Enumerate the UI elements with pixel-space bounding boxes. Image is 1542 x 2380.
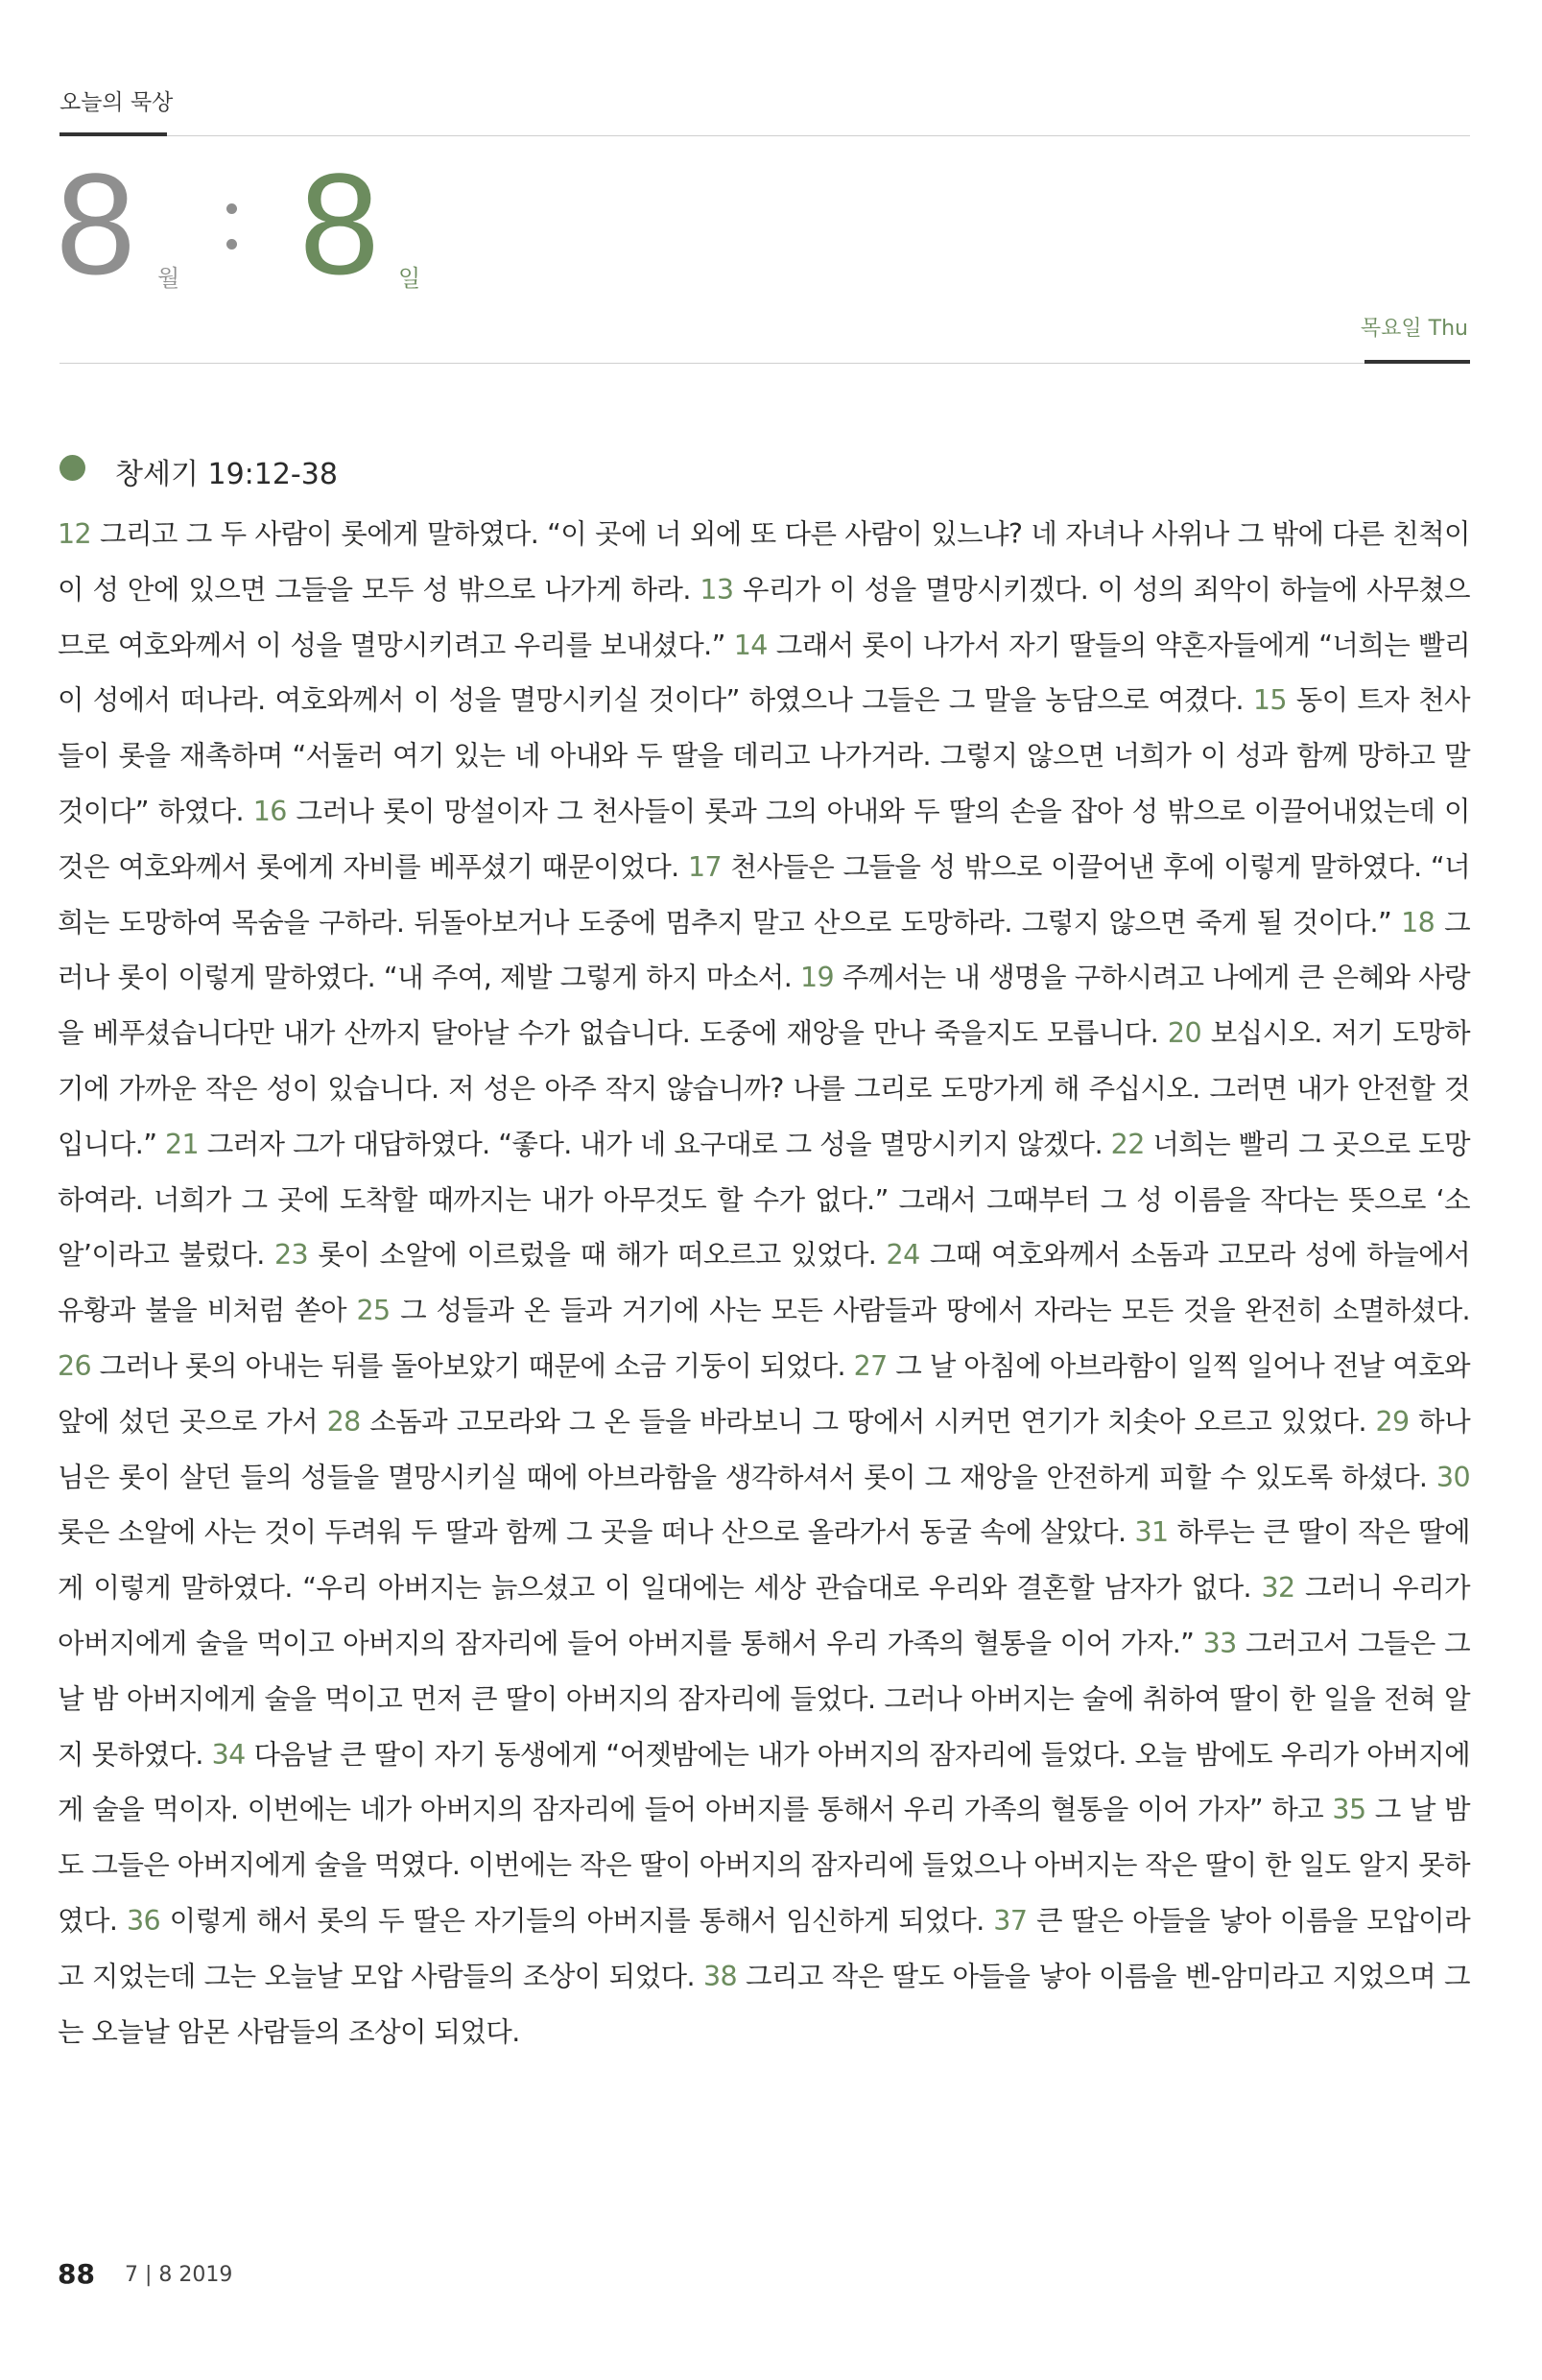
verse-number: 13 xyxy=(700,573,734,606)
verse-number: 32 xyxy=(1261,1572,1295,1605)
day-unit: 일 xyxy=(398,265,421,292)
verse-number: 18 xyxy=(1401,906,1435,939)
verse-number: 20 xyxy=(1167,1017,1201,1050)
verse-text: 그러나 롯의 아내는 뒤를 돌아보았기 때문에 소금 기둥이 되었다. xyxy=(99,1349,846,1382)
middle-rule xyxy=(59,363,1470,364)
verse-text: 그리고 그 두 사람이 롯에게 말하였다. “이 곳에 너 외에 또 다른 사람이 있느냐? 네 자녀나 사위나 그 밖에 다른 친척이 이 성 안에 있으면 그들을 모두 성 밖으로 나가게 하라. xyxy=(58,518,1470,606)
verse-number: 17 xyxy=(687,850,723,883)
verse-text: 큰 딸은 아들을 낳아 이름을 모압이라고 지었는데 그는 오늘날 모압 사람들의 조상이 되었다. xyxy=(58,1904,1471,1992)
verse-text: 너희는 빨리 그 곳으로 도망하여라. 너희가 그 곳에 도착할 때까지는 내가 아무것도 할 수가 없다.” 그래서 그때부터 그 성 이름을 작다는 뜻으로 ‘소알’이라고 불렀다. xyxy=(58,1128,1470,1272)
section-label: 오늘의 묵상 xyxy=(59,90,174,115)
date-colon xyxy=(226,203,237,274)
weekday-label: 목요일 Thu xyxy=(1360,317,1468,341)
verse-number: 30 xyxy=(1435,1461,1470,1493)
day-number: 8 xyxy=(299,143,380,304)
verse-text: 이렇게 해서 롯의 두 딸은 자기들의 아버지를 통해서 임신하게 되었다. xyxy=(169,1904,985,1937)
verse-text: 그래서 롯이 나가서 자기 딸들의 약혼자들에게 “너희는 빨리 이 성에서 떠나라. 여호와께서 이 성을 멸망시키실 것이다” 하였으나 그들은 그 말을 농담으로 여겼다. xyxy=(58,629,1471,717)
top-rule-accent xyxy=(59,132,167,136)
verse-number: 16 xyxy=(252,795,287,827)
verse-number: 14 xyxy=(733,629,768,661)
verse-text: 소돔과 고모라와 그 온 들을 바라보니 그 땅에서 시커먼 연기가 치솟아 오르고 있었다. xyxy=(369,1405,1366,1438)
verse-text: 롯이 소알에 이르렀을 때 해가 떠오르고 있었다. xyxy=(318,1239,877,1272)
page-number: 88 xyxy=(58,2258,95,2290)
verse-text: 그 날 아침에 아브라함이 일찍 일어나 전날 여호와 앞에 섰던 곳으로 가서 xyxy=(58,1349,1470,1438)
verse-text: 다음날 큰 딸이 자기 동생에게 “어젯밤에는 내가 아버지의 잠자리에 들었다. 오늘 밤에도 우리가 아버지에게 술을 먹이자. 이번에는 네가 아버지의 잠자리에 들어 아버지를 통해서 우리 가족의 혈통을 이어 가자” 하고 xyxy=(58,1738,1471,1826)
verse-number: 25 xyxy=(356,1295,391,1327)
verse-number: 33 xyxy=(1202,1627,1237,1659)
verse-number: 23 xyxy=(274,1239,309,1272)
verse-text: 하루는 큰 딸이 작은 딸에게 이렇게 말하였다. “우리 아버지는 늙으셨고 이 일대에는 세상 관습대로 우리와 결혼할 남자가 없다. xyxy=(58,1516,1470,1605)
verse-number: 37 xyxy=(993,1904,1028,1937)
verse-number: 22 xyxy=(1110,1128,1145,1160)
verse-number: 15 xyxy=(1252,684,1287,717)
verse-text: 그 날 밤도 그들은 아버지에게 술을 먹였다. 이번에는 작은 딸이 아버지의 잠자리에 들었으나 아버지는 작은 딸이 한 일도 알지 못하였다. xyxy=(58,1794,1470,1937)
verse-number: 27 xyxy=(853,1349,888,1382)
verse-text: 보십시오. 저기 도망하기에 가까운 작은 성이 있습니다. 저 성은 아주 작지 않습니까? 나를 그리로 도망가게 해 주십시오. 그러면 내가 안전할 것입니다.” xyxy=(58,1017,1470,1160)
verse-text: 그리고 작은 딸도 아들을 낳아 이름을 벤-암미라고 지었으며 그는 오늘날 암몬 사람들의 조상이 되었다. xyxy=(58,1960,1470,2048)
passage-bullet xyxy=(59,455,85,481)
issue-date: 7 | 8 2019 xyxy=(125,2263,233,2287)
verse-text: 그러니 우리가 아버지에게 술을 먹이고 아버지의 잠자리에 들어 아버지를 통해서 우리 가족의 혈통을 이어 가자.” xyxy=(58,1572,1470,1659)
verse-number: 31 xyxy=(1134,1516,1169,1549)
verse-number: 36 xyxy=(126,1904,161,1937)
verse-number: 21 xyxy=(165,1128,200,1160)
verse-number: 29 xyxy=(1375,1405,1410,1438)
verse-text: 동이 트자 천사들이 롯을 재촉하며 “서둘러 여기 있는 네 아내와 두 딸을 데리고 나가거라. 그렇지 않으면 너희가 이 성과 함께 망하고 말 것이다” 하였다. xyxy=(58,684,1470,827)
verse-number: 35 xyxy=(1332,1794,1366,1826)
verse-text: 그러자 그가 대답하였다. “좋다. 내가 네 요구대로 그 성을 멸망시키지 않겠다. xyxy=(206,1128,1103,1160)
verse-text: 그러나 롯이 망설이자 그 천사들이 롯과 그의 아내와 두 딸의 손을 잡아 성 밖으로 이끌어내었는데 이것은 여호와께서 롯에게 자비를 베푸셨기 때문이었다. xyxy=(58,795,1470,883)
top-rule xyxy=(59,135,1470,136)
verse-text: 그때 여호와께서 소돔과 고모라 성에 하늘에서 유황과 불을 비처럼 쏟아 xyxy=(58,1239,1471,1327)
scripture-text xyxy=(58,507,1470,2059)
passage-reference: 창세기 19:12-38 xyxy=(115,458,338,491)
verse-text: 하나님은 롯이 살던 들의 성들을 멸망시키실 때에 아브라함을 생각하셔서 롯이 그 재앙을 안전하게 피할 수 있도록 하셨다. xyxy=(58,1405,1471,1493)
verse-number: 24 xyxy=(886,1239,920,1272)
verse-number: 19 xyxy=(799,962,835,994)
verse-number: 26 xyxy=(58,1349,92,1382)
verse-text: 우리가 이 성을 멸망시키겠다. 이 성의 죄악이 하늘에 사무쳤으므로 여호와께서 이 성을 멸망시키려고 우리를 보내셨다.” xyxy=(58,573,1470,661)
month-unit: 월 xyxy=(157,265,180,292)
verse-text: 주께서는 내 생명을 구하시려고 나에게 큰 은혜와 사랑을 베푸셨습니다만 내가 산까지 달아날 수가 없습니다. 도중에 재앙을 만나 죽을지도 모릅니다. xyxy=(58,962,1470,1050)
verse-text: 그러나 롯이 이렇게 말하였다. “내 주여, 제발 그렇게 하지 마소서. xyxy=(58,906,1471,994)
verse-number: 28 xyxy=(326,1405,361,1438)
verse-number: 12 xyxy=(58,518,92,550)
verse-text: 그 성들과 온 들과 거기에 사는 모든 사람들과 땅에서 자라는 모든 것을 완전히 소멸하셨다. xyxy=(400,1295,1471,1327)
verse-text: 롯은 소알에 사는 것이 두려워 두 딸과 함께 그 곳을 떠나 산으로 올라가서 동굴 속에 살았다. xyxy=(58,1516,1127,1549)
month-number: 8 xyxy=(56,143,136,304)
verse-text: 천사들은 그들을 성 밖으로 이끌어낸 후에 이렇게 말하였다. “너희는 도망하여 목숨을 구하라. 뒤돌아보거나 도중에 멈추지 말고 산으로 도망하라. 그렇지 않으면 죽게 될 것이다.” xyxy=(58,850,1470,939)
verse-number: 34 xyxy=(211,1738,246,1771)
verse-text: 그러고서 그들은 그 날 밤 아버지에게 술을 먹이고 먼저 큰 딸이 아버지의 잠자리에 들었다. 그러나 아버지는 술에 취하여 딸이 한 일을 전혀 알지 못하였다. xyxy=(58,1627,1471,1771)
verse-number: 38 xyxy=(702,1960,738,1992)
middle-rule-accent xyxy=(1364,360,1470,364)
